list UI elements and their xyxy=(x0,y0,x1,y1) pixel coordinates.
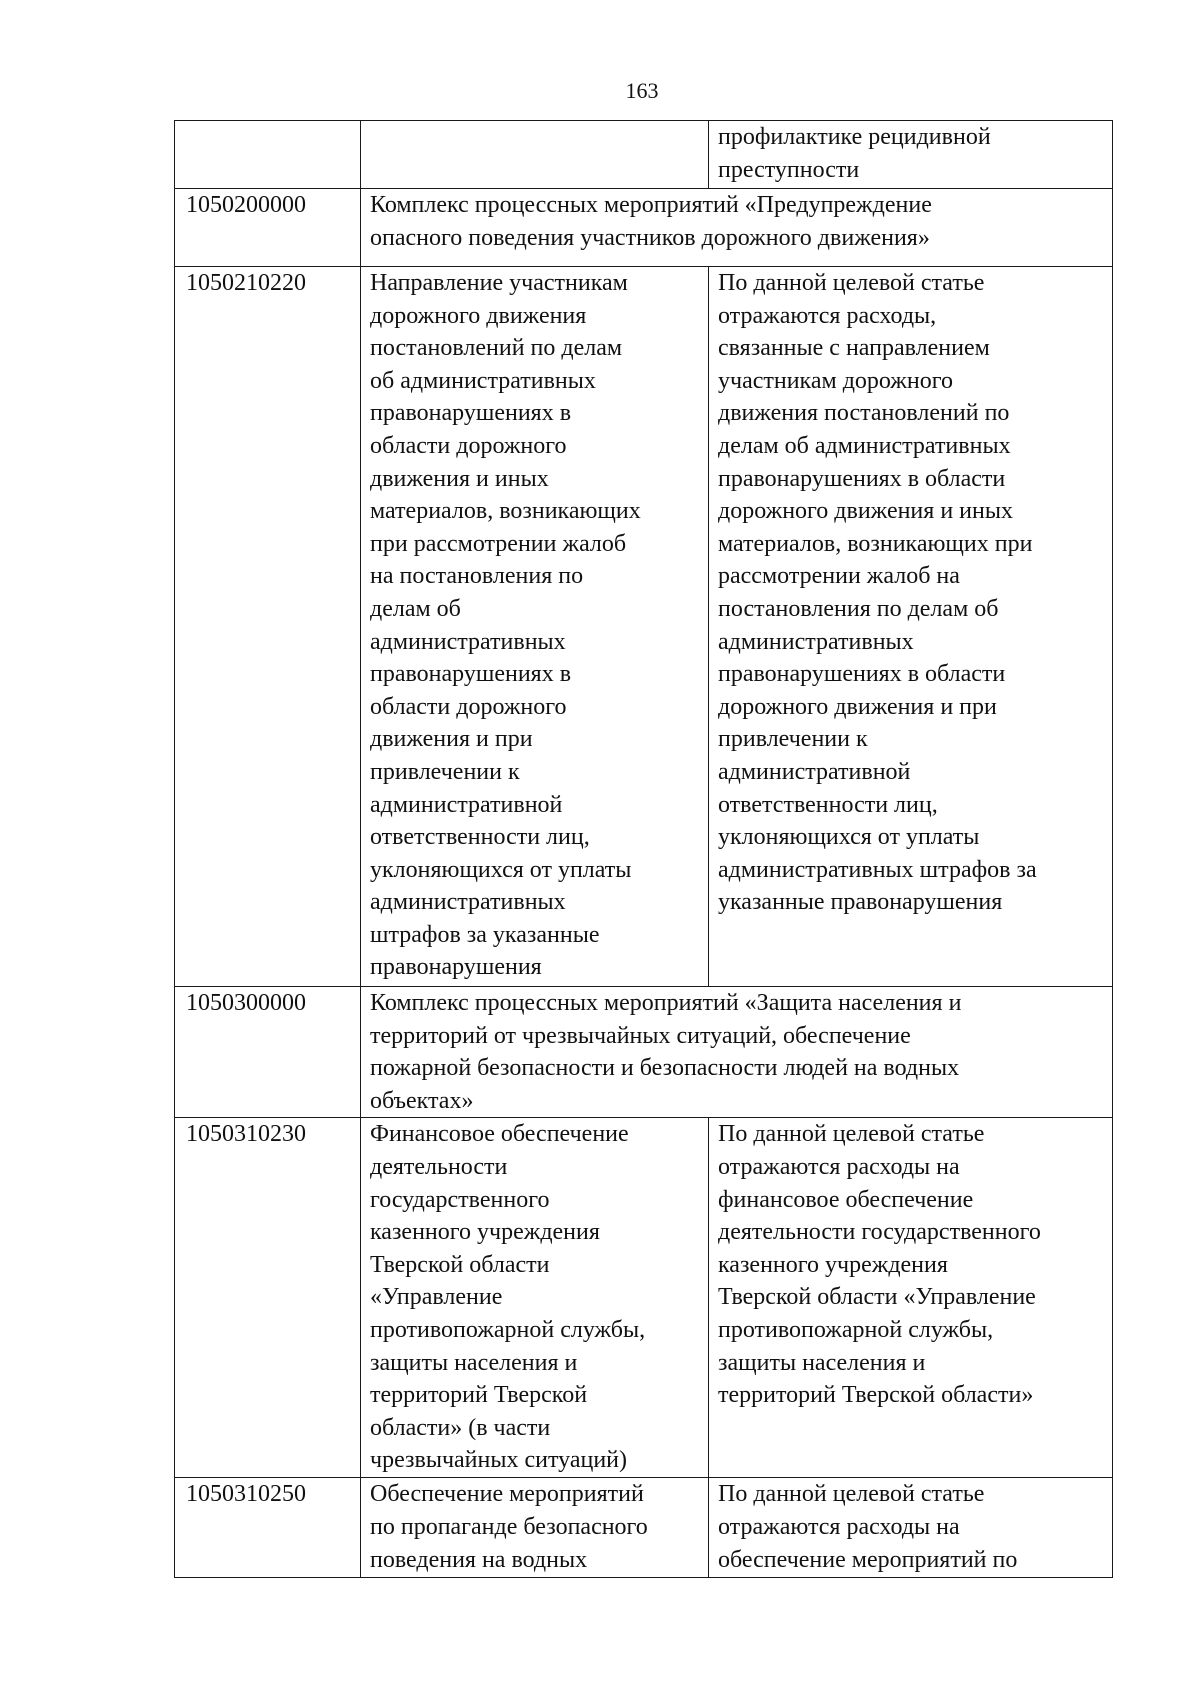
description-line: дорожного движения и при xyxy=(718,693,997,720)
description-line: дорожного движения и иных xyxy=(718,498,1013,525)
name-line: Направление участникам xyxy=(370,270,628,296)
name-cell xyxy=(361,1118,709,1478)
name-line: административных xyxy=(370,889,566,916)
table-row-section xyxy=(175,189,1113,267)
name-line: правонарушениях в xyxy=(370,661,572,688)
name-line: об административных xyxy=(370,367,596,394)
budget-classification-table xyxy=(174,120,1113,1578)
table-row xyxy=(175,267,1113,987)
name-line: привлечении к xyxy=(370,758,520,785)
description-line: противопожарной службы, xyxy=(718,1316,994,1343)
description-line: Тверской области «Управление xyxy=(718,1284,1036,1311)
name-cell xyxy=(361,121,709,189)
table-row xyxy=(175,1118,1113,1478)
code-cell: 1050300000 xyxy=(175,987,361,1118)
name-cell xyxy=(361,1478,709,1578)
description-line: движения постановлений по xyxy=(718,400,1010,427)
description-line: постановления по делам об xyxy=(718,595,999,622)
table-row xyxy=(175,1478,1113,1578)
name-line: «Управление xyxy=(370,1284,503,1311)
description-line: ответственности лиц, xyxy=(718,791,938,818)
name-line: движения и при xyxy=(370,726,533,753)
name-line: по пропаганде безопасного xyxy=(370,1513,648,1540)
page-number: 163 xyxy=(625,78,659,103)
code-cell: 1050200000 xyxy=(175,189,361,267)
section-title-cell xyxy=(361,987,1113,1118)
section-title-line: территорий от чрезвычайных ситуаций, обеспечение xyxy=(370,1022,911,1049)
description-line: рассмотрении жалоб на xyxy=(718,563,960,590)
description-line: отражаются расходы на xyxy=(718,1513,960,1540)
description-line: указанные правонарушения xyxy=(718,889,1003,916)
section-title-line: Комплекс процессных мероприятий «Предупреждение xyxy=(370,192,932,218)
name-line: материалов, возникающих xyxy=(370,498,641,525)
description-line: преступности xyxy=(718,156,860,183)
name-line: правонарушения xyxy=(370,954,542,981)
section-title-line: пожарной безопасности и безопасности людей на водных xyxy=(370,1055,960,1082)
code-cell: 1050210220 xyxy=(175,267,361,987)
description-cell xyxy=(709,1118,1113,1478)
name-line: при рассмотрении жалоб xyxy=(370,530,627,557)
description-line: По данной целевой статье xyxy=(718,1121,985,1148)
description-line: связанные с направлением xyxy=(718,335,990,362)
description-line: участникам дорожного xyxy=(718,367,953,394)
name-line: чрезвычайных ситуаций) xyxy=(370,1447,628,1474)
name-line: правонарушениях в xyxy=(370,400,572,427)
description-line: казенного учреждения xyxy=(718,1251,948,1278)
name-line: административной xyxy=(370,791,563,818)
name-line: деятельности xyxy=(370,1153,508,1180)
name-line: дорожного движения xyxy=(370,302,587,329)
description-line: отражаются расходы на xyxy=(718,1153,960,1180)
name-line: административных xyxy=(370,628,566,655)
description-line: По данной целевой статье xyxy=(718,270,985,296)
description-line: уклоняющихся от уплаты xyxy=(718,824,980,851)
name-line: противопожарной службы, xyxy=(370,1316,646,1343)
description-line: защиты населения и xyxy=(718,1349,926,1376)
description-line: территорий Тверской области» xyxy=(718,1382,1034,1409)
description-line: По данной целевой статье xyxy=(718,1481,985,1508)
name-line: государственного xyxy=(370,1186,550,1213)
section-title-line: объектах» xyxy=(370,1087,474,1114)
description-line: обеспечение мероприятий по xyxy=(718,1546,1018,1573)
description-cell xyxy=(709,1478,1113,1578)
description-line: правонарушениях в области xyxy=(718,465,1006,492)
section-title-line: опасного поведения участников дорожного движения» xyxy=(370,224,930,251)
name-line: области» (в части xyxy=(370,1414,551,1441)
description-cell xyxy=(709,267,1113,987)
section-title-cell xyxy=(361,189,1113,267)
table-row xyxy=(175,121,1113,189)
description-line: административной xyxy=(718,758,911,785)
code-cell xyxy=(175,121,361,189)
name-cell xyxy=(361,267,709,987)
name-line: казенного учреждения xyxy=(370,1219,600,1246)
name-line: Финансовое обеспечение xyxy=(370,1121,629,1148)
description-cell xyxy=(709,121,1113,189)
name-line: движения и иных xyxy=(370,465,549,492)
description-line: административных штрафов за xyxy=(718,856,1037,883)
name-line: уклоняющихся от уплаты xyxy=(370,856,632,883)
name-line: на постановления по xyxy=(370,563,584,590)
table-row-section xyxy=(175,987,1113,1118)
name-line: области дорожного xyxy=(370,432,567,459)
description-line: отражаются расходы, xyxy=(718,302,937,329)
code-cell: 1050310230 xyxy=(175,1118,361,1478)
section-title-line: Комплекс процессных мероприятий «Защита населения и xyxy=(370,990,962,1016)
description-line: делам об административных xyxy=(718,432,1011,459)
name-line: Тверской области xyxy=(370,1251,550,1278)
description-line: деятельности государственного xyxy=(718,1219,1041,1246)
code-cell: 1050310250 xyxy=(175,1478,361,1578)
name-line: штрафов за указанные xyxy=(370,921,600,948)
name-line: постановлений по делам xyxy=(370,335,623,362)
name-line: области дорожного xyxy=(370,693,567,720)
name-line: поведения на водных xyxy=(370,1546,588,1573)
description-line: материалов, возникающих при xyxy=(718,530,1033,557)
description-line: профилактике рецидивной xyxy=(718,124,991,150)
name-line: территорий Тверской xyxy=(370,1382,588,1409)
name-line: ответственности лиц, xyxy=(370,824,590,851)
name-line: делам об xyxy=(370,595,461,622)
description-line: правонарушениях в области xyxy=(718,661,1006,688)
name-line: защиты населения и xyxy=(370,1349,578,1376)
description-line: административных xyxy=(718,628,914,655)
description-line: финансовое обеспечение xyxy=(718,1186,974,1213)
description-line: привлечении к xyxy=(718,726,868,753)
name-line: Обеспечение мероприятий xyxy=(370,1481,644,1508)
